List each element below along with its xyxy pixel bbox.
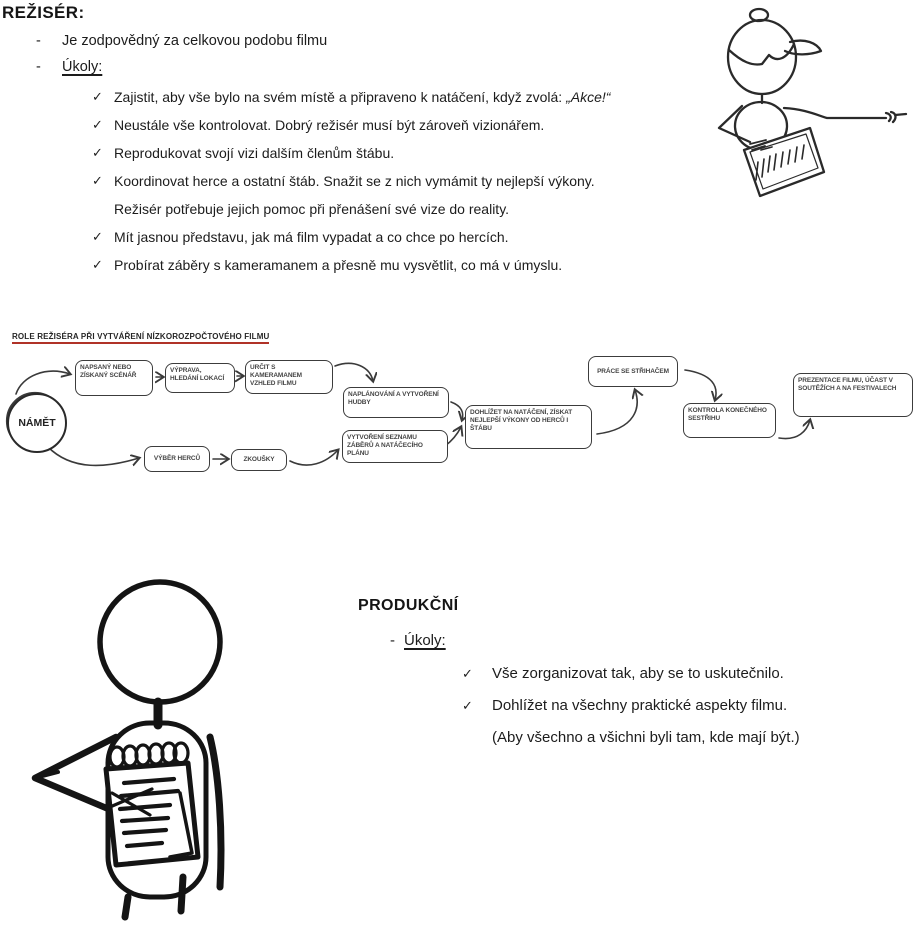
task-item	[92, 167, 712, 195]
task-text: Vše zorganizovat tak, aby se to uskutečnilo.	[492, 665, 784, 682]
right-arm	[210, 737, 221, 887]
checkmark-icon: ✓	[462, 698, 473, 713]
checkmark-icon: ✓	[92, 229, 103, 244]
arrow-rehearsal-to-shotlist	[290, 450, 338, 465]
torso	[108, 723, 206, 897]
cap-seam	[729, 44, 794, 64]
checkmark-icon: ✓	[92, 89, 103, 104]
right-leg	[181, 877, 183, 911]
director-tasks-label: Úkoly:	[62, 59, 103, 75]
clipboard-scribbles	[756, 145, 804, 180]
task-item	[92, 139, 712, 167]
elbow-spike	[35, 772, 58, 778]
director-figure-drawing	[692, 4, 922, 214]
flowchart-node-shotlist: VYTVOŘENÍ SEZNAMU ZÁBĚRŮ A NATÁČECÍHO PLÁNU	[342, 430, 448, 463]
task-text: Dohlížet na všechny praktické aspekty filmu.	[492, 697, 788, 714]
checkmark-icon: ✓	[92, 117, 103, 132]
flowchart-node-script: NAPSANÝ NEBO ZÍSKANÝ SCÉNÁŘ	[75, 360, 153, 396]
director-tasks-label-row	[36, 54, 676, 80]
flowchart-node-editor: PRÁCE SE STŘIHAČEM	[588, 356, 678, 387]
flowchart-node-casting: VÝBĚR HERCŮ	[144, 446, 210, 472]
task-item	[92, 111, 712, 139]
producer-task-list	[462, 658, 882, 754]
flowchart-node-shooting: DOHLÍŽET NA NATÁČENÍ, ZÍSKAT NEJLEPŠÍ VÝKONY OD HERCŮ I ŠTÁBU	[465, 405, 592, 449]
cap-brim	[785, 41, 821, 55]
flowchart-node-festivals: PREZENTACE FILMU, ÚČAST V SOUTĚŽÍCH A NA FESTIVALECH	[793, 373, 913, 417]
bent-arm	[719, 106, 750, 142]
flowchart-node-setdesign: VÝPRAVA, HLEDÁNÍ LOKACÍ	[165, 363, 235, 393]
clipboard	[744, 128, 824, 196]
flowchart-node-rehearsal: ZKOUŠKY	[231, 449, 287, 471]
clipboard-inner	[750, 134, 818, 189]
arrow-start-to-casting	[48, 447, 139, 465]
pointing-hand	[886, 112, 906, 122]
dash-bullet: -	[36, 59, 41, 75]
director-section-title: REŽISÉR:	[2, 3, 85, 22]
holding-fingers	[750, 140, 766, 150]
task-item	[462, 658, 882, 690]
director-intro-text: Je zodpovědný za celkovou podobu filmu	[62, 33, 328, 49]
checkmark-icon: ✓	[92, 173, 103, 188]
left-leg	[125, 897, 128, 917]
task-item	[92, 223, 712, 251]
task-item	[92, 251, 712, 279]
bent-left-arm	[35, 737, 118, 813]
director-intro-row	[36, 28, 676, 54]
pointing-arm	[784, 108, 886, 118]
arrow-shooting-to-editor	[597, 390, 637, 434]
arrow-look-to-music	[335, 363, 373, 381]
spiral-coils	[110, 743, 188, 767]
flowchart-start-node: NÁMĚT	[7, 393, 67, 453]
task-item	[462, 690, 882, 722]
arrow-finalcut-to-festivals	[779, 420, 810, 439]
flowchart-node-music: NAPLÁNOVÁNÍ A VYTVOŘENÍ HUDBY	[343, 387, 449, 418]
notepad	[106, 763, 198, 865]
producer-tasks-label-row	[390, 628, 446, 654]
quoted-shout: „Akce!“	[566, 89, 611, 105]
dash-bullet: -	[36, 33, 41, 49]
director-bullets	[36, 28, 676, 80]
director-task-list	[92, 83, 712, 279]
task-text: Zajistit, aby vše bylo na svém místě a připraveno k natáčení, když zvolá: „Akce!“	[114, 89, 611, 105]
task-text: (Aby všechno a všichni byli tam, kde mají být.)	[492, 729, 800, 746]
producer-figure-drawing	[20, 569, 320, 929]
arrow-music-to-shooting	[451, 402, 463, 420]
arrow-editor-to-finalcut	[685, 370, 716, 400]
flowchart-node-finalcut: KONTROLA KONEČNÉHO SESTŘIHU	[683, 403, 776, 438]
producer-bullets	[390, 628, 446, 654]
producer-section-title: PRODUKČNÍ	[358, 597, 459, 614]
notepad-scribbles	[110, 779, 178, 846]
page-fold	[170, 793, 192, 857]
task-text: Koordinovat herce a ostatní štáb. Snažit se z nich vymámit ty nejlepší výkony.	[114, 173, 595, 189]
task-item	[92, 83, 712, 111]
task-text: Neustále vše kontrolovat. Dobrý režisér musí být zároveň vizionářem.	[114, 117, 545, 133]
cap-button	[750, 9, 768, 21]
head	[100, 582, 220, 702]
checkmark-icon: ✓	[462, 666, 473, 681]
task-text: Reprodukovat svojí vizi dalším členům štábu.	[114, 145, 395, 161]
arrow-start-to-script	[16, 371, 70, 394]
checkmark-icon: ✓	[92, 257, 103, 272]
task-text: Režisér potřebuje jejich pomoc při přenášení své vize do reality.	[114, 201, 510, 217]
task-item-continuation	[462, 722, 882, 754]
task-text: Mít jasnou představu, jak má film vypadat a co chce po hercích.	[114, 229, 509, 245]
producer-tasks-label: Úkoly:	[404, 632, 446, 649]
flowchart-node-look: URČIT S KAMERAMANEM VZHLED FILMU	[245, 360, 333, 394]
flowchart	[0, 330, 924, 490]
checkmark-icon: ✓	[92, 145, 103, 160]
torso	[735, 102, 787, 150]
flowchart-title: ROLE REŽISÉRA PŘI VYTVÁŘENÍ NÍZKOROZPOČTOVÉHO FILMU	[12, 332, 269, 344]
head	[728, 20, 796, 94]
flowchart-arrows	[0, 330, 924, 490]
task-item-continuation	[92, 195, 712, 223]
dash-bullet: -	[390, 632, 395, 649]
task-text: Probírat záběry s kameramanem a přesně mu vysvětlit, co má v úmyslu.	[114, 257, 563, 273]
